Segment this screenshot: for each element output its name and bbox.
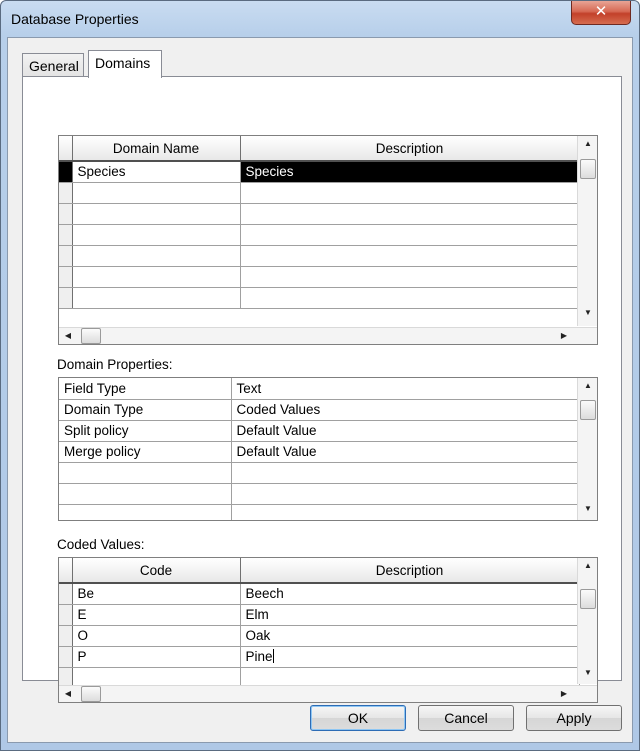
coded-values-horizontal-scrollbar[interactable] — [59, 685, 597, 702]
code-description-text: Pine — [245, 649, 273, 664]
close-button[interactable] — [571, 1, 631, 25]
empty-cell[interactable] — [231, 504, 577, 521]
code-description-cell[interactable]: Beech — [240, 583, 579, 604]
domains-horizontal-scrollbar[interactable] — [59, 327, 597, 344]
code-cell[interactable]: P — [72, 646, 240, 667]
scroll-left-icon[interactable]: ◀ — [64, 689, 72, 698]
property-value-cell[interactable]: Default Value — [231, 441, 577, 462]
property-name-cell: Split policy — [59, 420, 231, 441]
window-title: Database Properties — [11, 11, 139, 27]
empty-cell[interactable] — [59, 504, 231, 521]
row-selector[interactable] — [59, 646, 72, 667]
domain-properties-label: Domain Properties: — [57, 357, 173, 372]
table-row[interactable] — [59, 483, 577, 504]
row-selector[interactable] — [59, 287, 72, 308]
column-header-code[interactable]: Code — [72, 558, 240, 583]
empty-cell[interactable] — [72, 203, 240, 224]
scroll-left-icon[interactable]: ◀ — [64, 331, 72, 340]
scroll-thumb[interactable] — [81, 686, 101, 702]
table-row[interactable] — [59, 646, 579, 667]
table-row[interactable] — [59, 287, 579, 308]
coded-values-vertical-scrollbar[interactable] — [577, 558, 597, 684]
row-selector[interactable] — [59, 583, 72, 604]
close-icon: ✕ — [594, 3, 608, 20]
empty-cell[interactable] — [72, 224, 240, 245]
scroll-down-icon[interactable]: ▼ — [584, 504, 592, 513]
code-cell[interactable]: E — [72, 604, 240, 625]
text-caret — [273, 649, 274, 663]
property-name-cell: Merge policy — [59, 441, 231, 462]
scroll-up-icon[interactable]: ▲ — [584, 381, 592, 390]
coded-values-grid[interactable] — [58, 557, 598, 703]
dialog-client-area — [7, 37, 633, 743]
domain-description-cell[interactable]: Species — [240, 161, 579, 182]
scroll-thumb[interactable] — [580, 400, 596, 420]
code-cell[interactable]: Be — [72, 583, 240, 604]
domain-properties-grid[interactable] — [58, 377, 598, 521]
row-selector[interactable] — [59, 625, 72, 646]
table-row[interactable] — [59, 625, 579, 646]
property-value-cell[interactable]: Default Value — [231, 420, 577, 441]
table-row[interactable] — [59, 266, 579, 287]
scroll-right-icon[interactable]: ▶ — [560, 689, 568, 698]
empty-cell[interactable] — [231, 483, 577, 504]
row-selector[interactable] — [59, 224, 72, 245]
cancel-button[interactable]: Cancel — [418, 705, 514, 731]
empty-cell[interactable] — [240, 266, 579, 287]
table-row[interactable] — [59, 462, 577, 483]
column-header-description[interactable]: Description — [240, 136, 579, 161]
domains-tab-panel — [22, 76, 622, 698]
table-row[interactable] — [59, 161, 579, 182]
apply-button[interactable]: Apply — [526, 705, 622, 731]
scroll-up-icon[interactable]: ▲ — [584, 139, 592, 148]
code-description-cell[interactable]: Oak — [240, 625, 579, 646]
row-header-corner — [59, 558, 72, 583]
code-description-cell[interactable]: Elm — [240, 604, 579, 625]
table-row[interactable] — [59, 441, 577, 462]
empty-cell[interactable] — [72, 245, 240, 266]
row-selector[interactable] — [59, 161, 72, 182]
row-selector[interactable] — [59, 182, 72, 203]
table-row[interactable] — [59, 399, 577, 420]
empty-cell[interactable] — [72, 182, 240, 203]
domain-name-cell[interactable]: Species — [72, 161, 240, 182]
row-selector[interactable] — [59, 245, 72, 266]
empty-cell[interactable] — [240, 182, 579, 203]
tab-general-label: General — [29, 58, 79, 74]
empty-cell[interactable] — [231, 462, 577, 483]
empty-cell[interactable] — [240, 203, 579, 224]
domains-grid[interactable] — [58, 135, 598, 345]
empty-cell[interactable] — [72, 287, 240, 308]
empty-cell[interactable] — [240, 224, 579, 245]
table-row[interactable] — [59, 604, 579, 625]
property-value-cell[interactable]: Coded Values — [231, 399, 577, 420]
empty-cell[interactable] — [240, 287, 579, 308]
table-row[interactable] — [59, 420, 577, 441]
scroll-up-icon[interactable]: ▲ — [584, 561, 592, 570]
scroll-right-icon[interactable]: ▶ — [560, 331, 568, 340]
table-row[interactable] — [59, 203, 579, 224]
row-selector[interactable] — [59, 266, 72, 287]
table-row[interactable] — [59, 583, 579, 604]
table-row[interactable] — [59, 224, 579, 245]
tab-general[interactable] — [22, 53, 84, 77]
property-value-cell[interactable]: Text — [231, 378, 577, 399]
row-selector[interactable] — [59, 604, 72, 625]
row-header-corner — [59, 136, 72, 161]
row-selector[interactable] — [59, 203, 72, 224]
table-row[interactable] — [59, 378, 577, 399]
domain-properties-vertical-scrollbar[interactable] — [577, 378, 597, 520]
column-header-domain-name[interactable]: Domain Name — [72, 136, 240, 161]
scroll-thumb[interactable] — [81, 328, 101, 344]
table-row[interactable] — [59, 504, 577, 521]
property-name-cell: Field Type — [59, 378, 231, 399]
table-row[interactable] — [59, 182, 579, 203]
tab-domains[interactable] — [88, 50, 162, 78]
scroll-down-icon[interactable]: ▼ — [584, 308, 592, 317]
code-description-cell[interactable] — [240, 646, 579, 667]
empty-cell[interactable] — [59, 462, 231, 483]
tab-domains-label: Domains — [95, 55, 151, 71]
table-row[interactable] — [59, 245, 579, 266]
ok-button[interactable]: OK — [310, 705, 406, 731]
scroll-down-icon[interactable]: ▼ — [584, 668, 592, 677]
empty-cell[interactable] — [59, 483, 231, 504]
property-name-cell: Domain Type — [59, 399, 231, 420]
title-bar[interactable] — [1, 1, 639, 39]
coded-values-label: Coded Values: — [57, 537, 145, 552]
code-cell[interactable]: O — [72, 625, 240, 646]
domains-vertical-scrollbar[interactable] — [577, 136, 597, 326]
scroll-thumb[interactable] — [580, 159, 596, 179]
column-header-description[interactable]: Description — [240, 558, 579, 583]
empty-cell[interactable] — [240, 245, 579, 266]
scroll-thumb[interactable] — [580, 589, 596, 609]
empty-cell[interactable] — [72, 266, 240, 287]
